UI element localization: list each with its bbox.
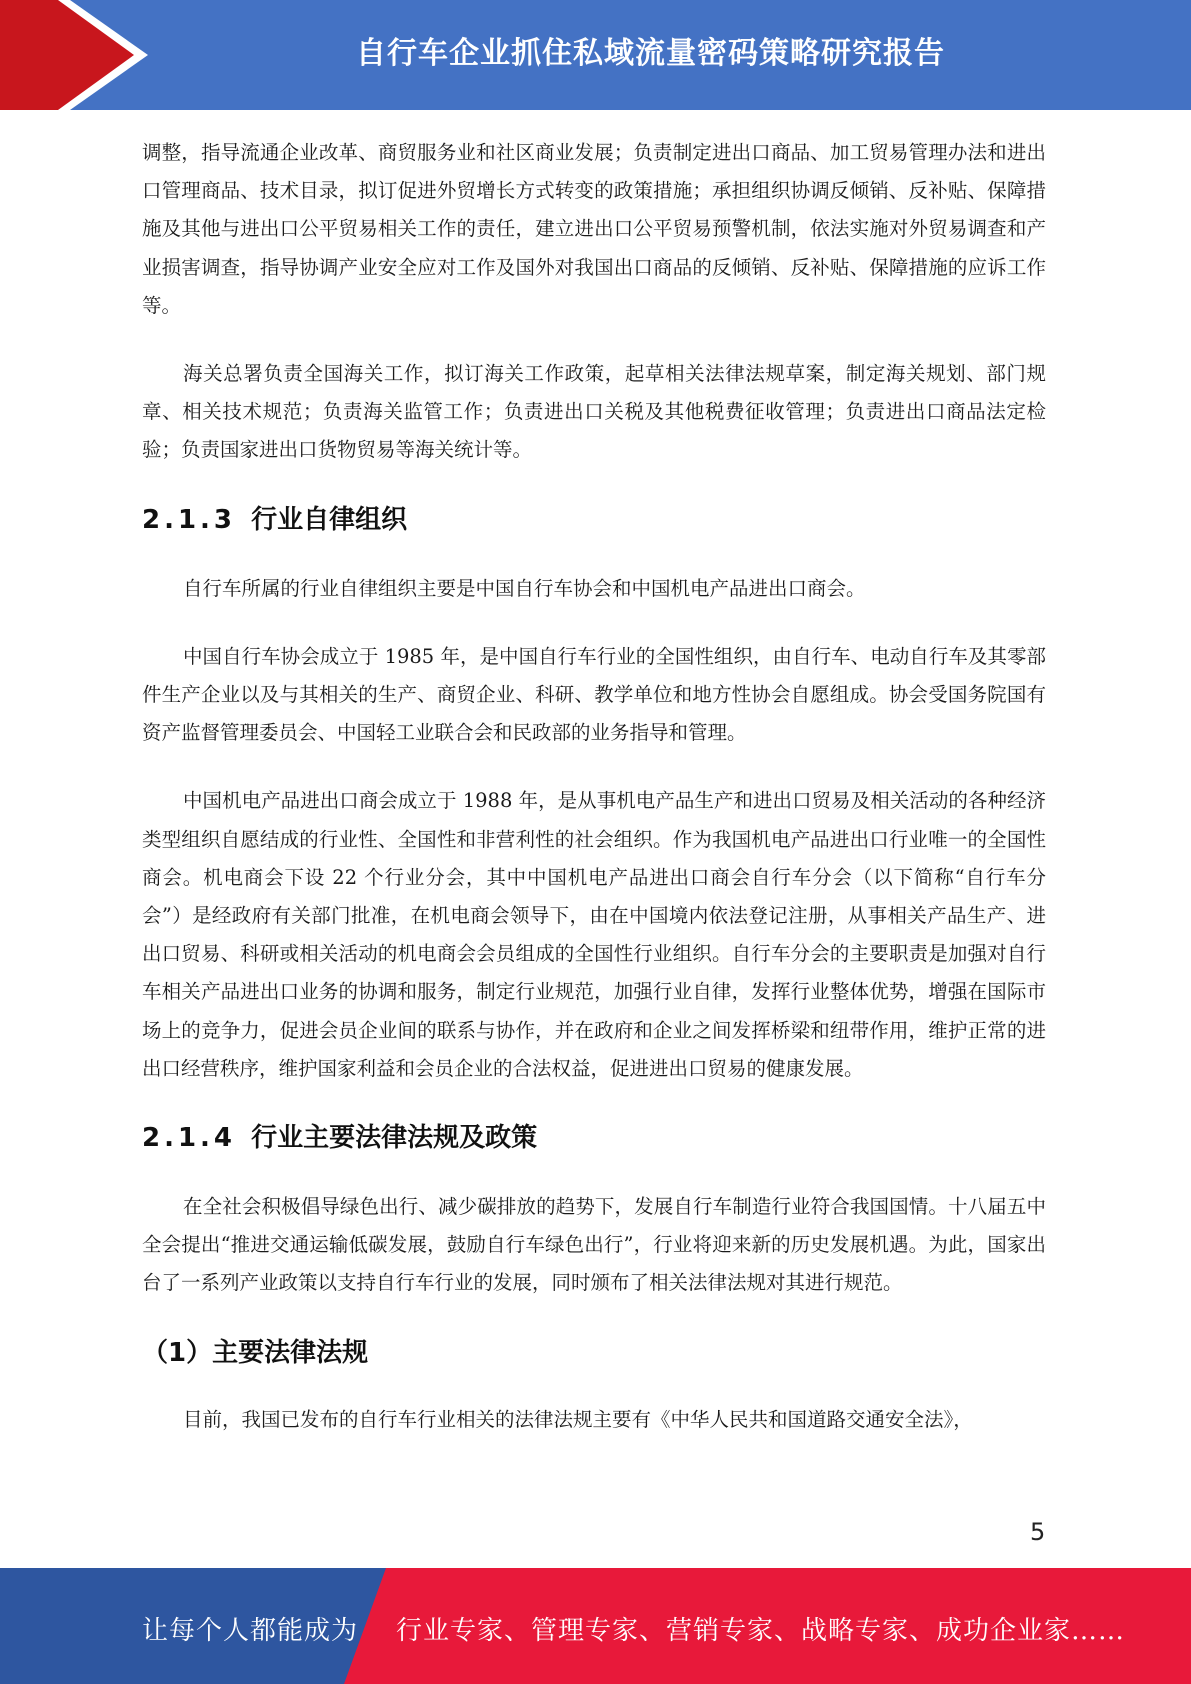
section-heading-2-1-3	[142, 500, 1046, 540]
section-heading-2-1-4	[142, 1118, 1046, 1158]
subsection-heading-laws: （1）主要法律法规	[142, 1337, 369, 1368]
paragraph-self-regulatory-orgs: 自行车所属的行业自律组织主要是中国自行车协会和中国机电产品进出口商会。	[183, 576, 866, 600]
paragraph-chamber-of-commerce: 中国机电产品进出口商会成立于 1988 年，是从事机电产品生产和进出口贸易及相关活动的各种经济类型组织自愿结成的行业性、全国性和非营利性的社会组织。作为我国机电产品进出口行业唯一的全国性商会。机电商会下设 22 个行业分会，其中中国机电产品进出口商会自行车分会（以下简称“自行车分会”）是经政府有关部门批准，在机电商会领导下，由在中国境内依法登记注册，从事相关产品生产、进出口贸易、科研或相关活动的机电商会会员组成的全国性行业组织。自行车分会的主要职责是加强对自行车相关产品进出口业务的协调和服务，制定行业规范，加强行业自律，发挥行业整体优势，增强在国际市场上的竞争力，促进会员企业间的联系与协作，并在政府和企业之间发挥桥梁和纽带作用，维护正常的进出口经营秩序，维护国家利益和会员企业的合法权益，促进进出口贸易的健康发展。	[142, 789, 1046, 1080]
paragraph-commerce-duties: 调整，指导流通企业改革、商贸服务业和社区商业发展；负责制定进出口商品、加工贸易管理办法和进出口管理商品、技术目录，拟订促进外贸增长方式转变的政策措施；承担组织协调反倾销、反补贴、保障措施及其他与进出口公平贸易相关工作的责任，建立进出口公平贸易预警机制，依法实施对外贸易调查和产业损害调查，指导协调产业安全应对工作及国外对我国出口商品的反倾销、反补贴、保障措施的应诉工作等。	[142, 141, 1046, 317]
page-footer	[0, 1568, 1191, 1684]
paragraph-policy-background: 在全社会积极倡导绿色出行、减少碳排放的趋势下，发展自行车制造行业符合我国国情。十八届五中全会提出“推进交通运输低碳发展，鼓励自行车绿色出行”，行业将迎来新的历史发展机遇。为此，国家出台了一系列产业政策以支持自行车行业的发展，同时颁布了相关法律法规对其进行规范。	[142, 1195, 1046, 1295]
page-header	[0, 0, 1191, 110]
report-title: 自行车企业抓住私域流量密码策略研究报告	[356, 36, 945, 71]
section-number: 2.1.4	[142, 1123, 237, 1154]
paragraph-customs: 海关总署负责全国海关工作，拟订海关工作政策，起草相关法律法规草案，制定海关规划、部门规章、相关技术规范；负责海关监管工作；负责进出口关税及其他税费征收管理；负责进出口商品法定检验；负责国家进出口货物贸易等海关统计等。	[142, 362, 1046, 462]
footer-slogan-left: 让每个人都能成为	[142, 1616, 359, 1646]
section-title: 行业主要法律法规及政策	[251, 1123, 538, 1154]
page-number: 5	[1030, 1518, 1046, 1546]
paragraph-laws-intro: 目前，我国已发布的自行车行业相关的法律法规主要有《中华人民共和国道路交通安全法》，	[183, 1407, 973, 1431]
section-title: 行业自律组织	[251, 504, 408, 535]
document-body	[142, 134, 1046, 1469]
section-number: 2.1.3	[142, 504, 237, 535]
paragraph-bicycle-association: 中国自行车协会成立于 1985 年，是中国自行车行业的全国性组织，由自行车、电动自行车及其零部件生产企业以及与其相关的生产、商贸企业、科研、教学单位和地方性协会自愿组成。协会受国务院国有资产监督管理委员会、中国轻工业联合会和民政部的业务指导和管理。	[142, 644, 1046, 745]
footer-slogan-right: 行业专家、管理专家、营销专家、战略专家、成功企业家……	[396, 1616, 1126, 1646]
